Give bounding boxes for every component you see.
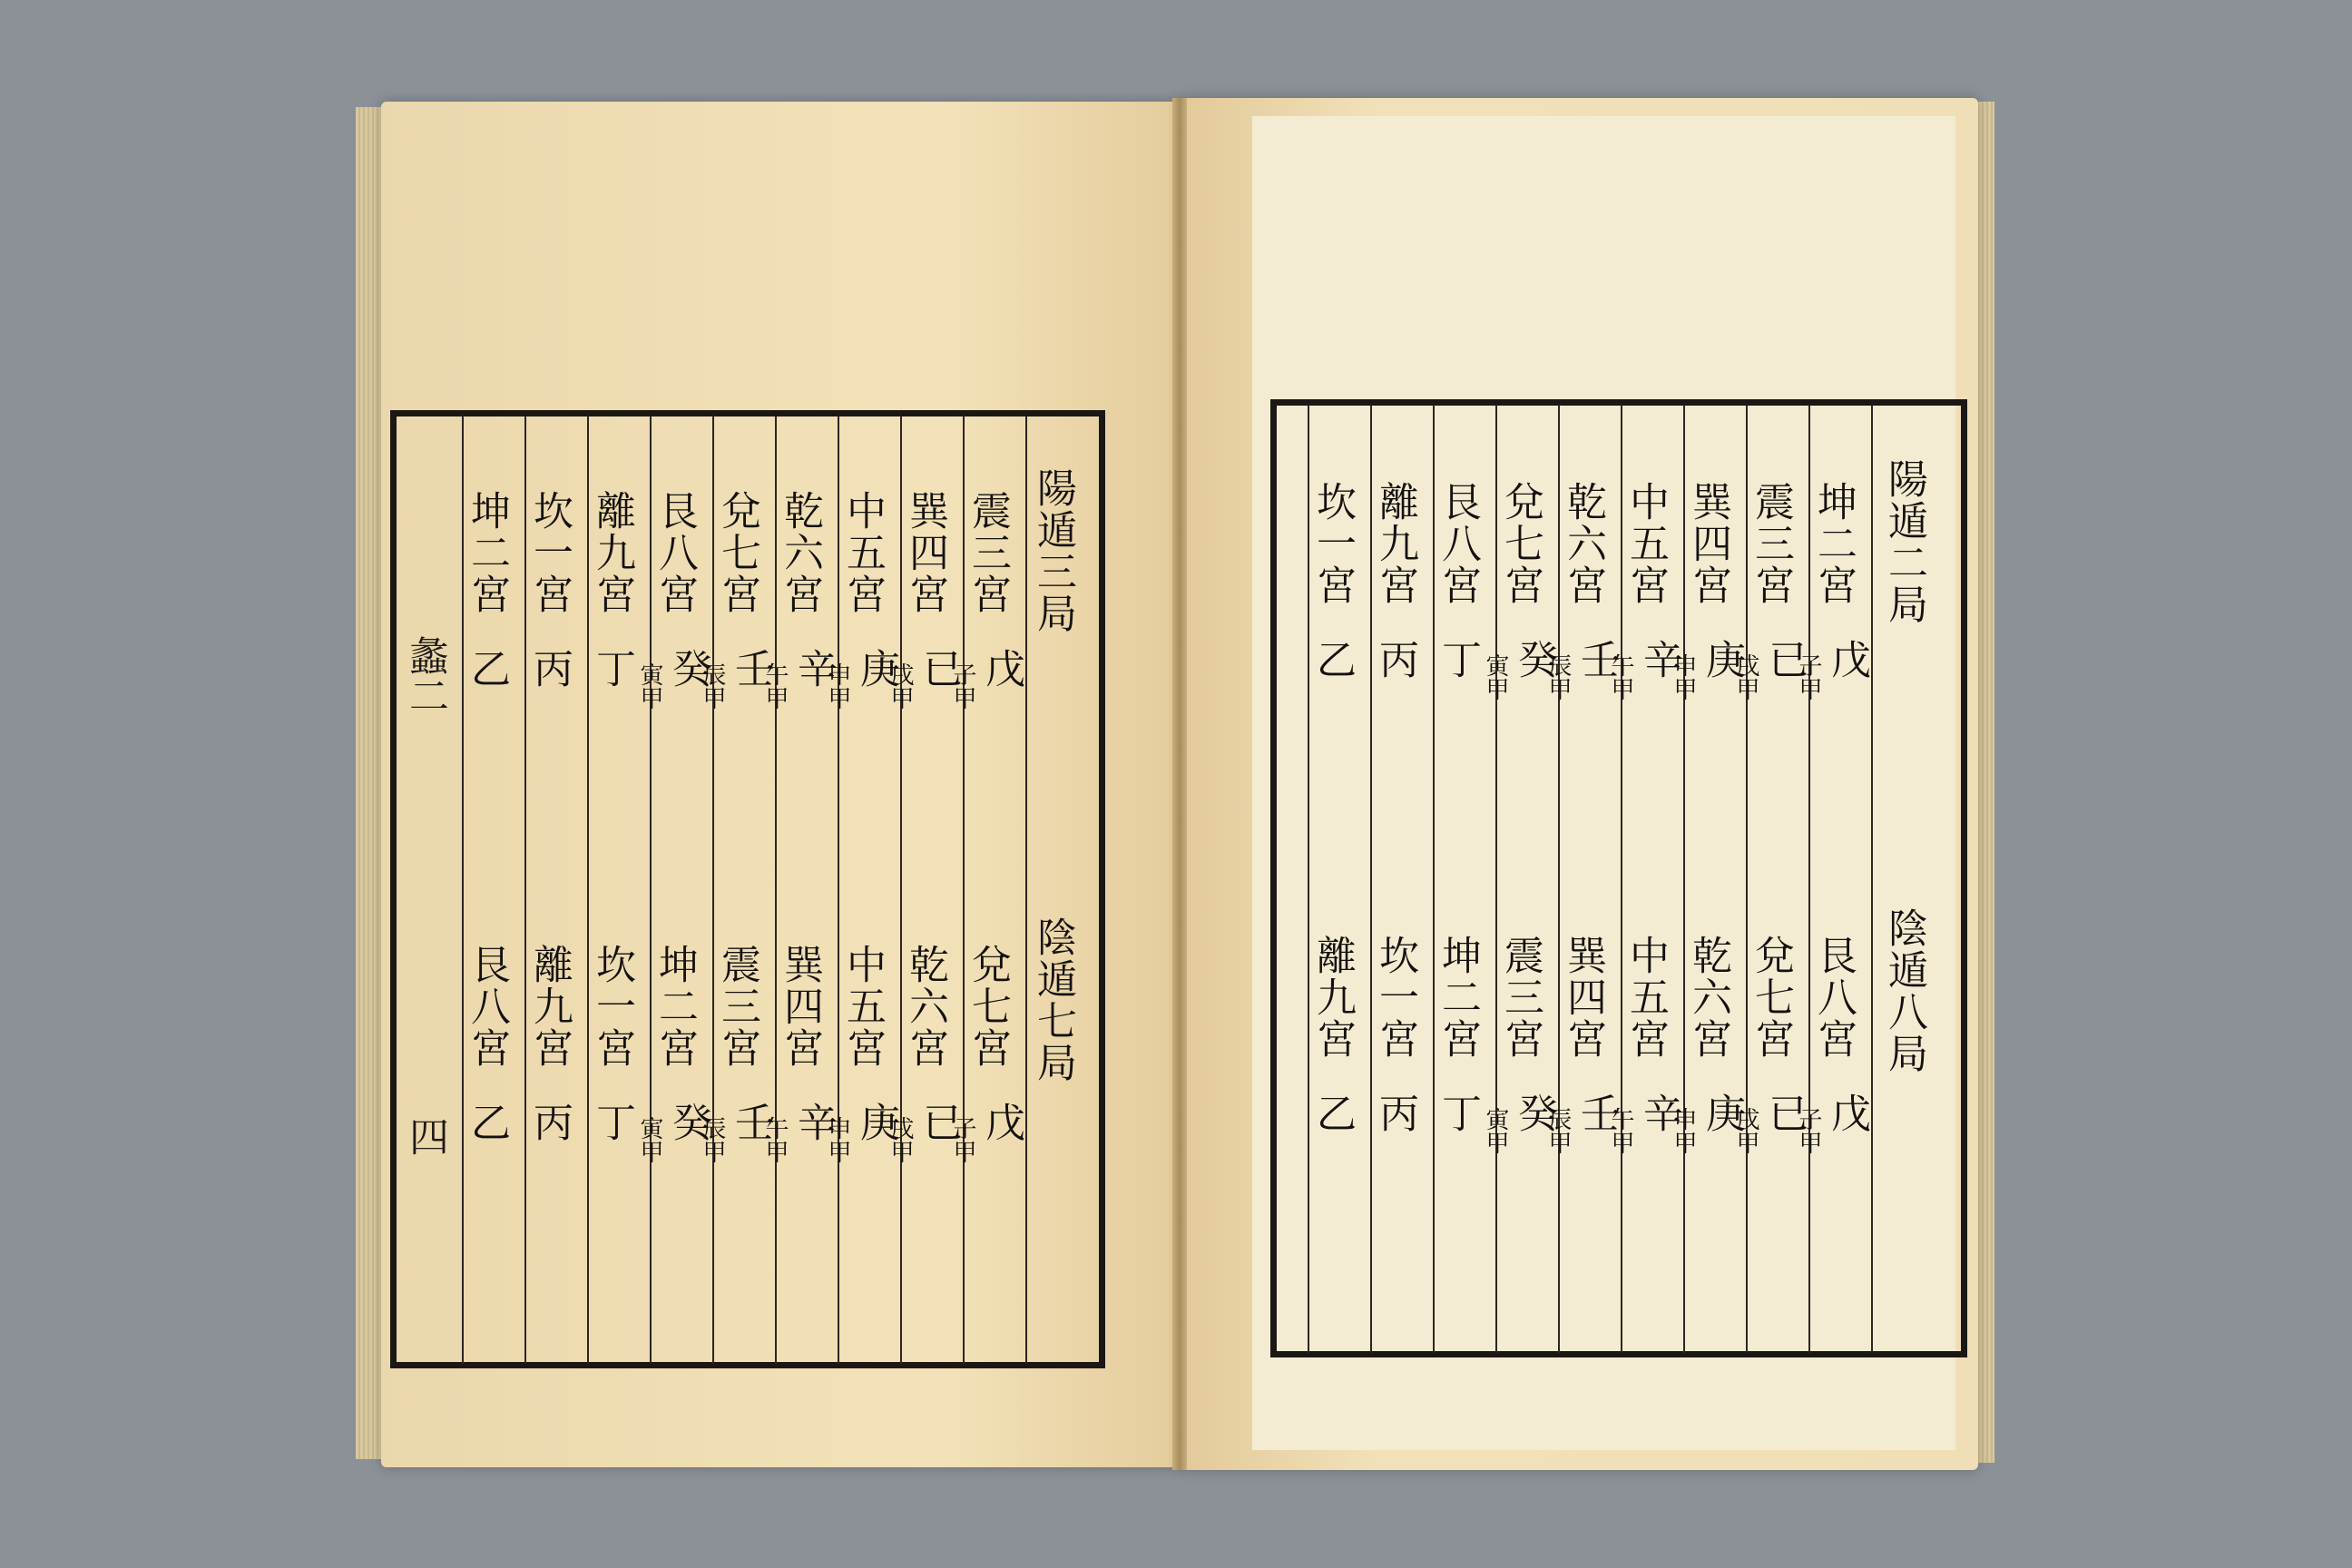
stem-character: 壬: [728, 1102, 774, 1143]
stem-character: 壬: [728, 648, 774, 690]
stem-character: 庚: [1699, 1093, 1745, 1134]
table-column: [1795, 935, 1870, 1154]
stem-character: 壬: [1573, 639, 1620, 681]
palace-name: 兌七宮: [1497, 481, 1544, 606]
column-rule: [1871, 405, 1873, 1353]
stem-annotation: 申甲: [824, 662, 851, 710]
table-column: [1428, 935, 1486, 1134]
column-rule: [1025, 416, 1027, 1364]
stem-annotation: 寅甲: [1482, 1107, 1509, 1154]
stem-annotation: 申甲: [1670, 1107, 1697, 1154]
stem-character: 庚: [853, 648, 899, 690]
palace-name: 離九宮: [1309, 935, 1356, 1060]
stem-character: 癸: [665, 1102, 711, 1143]
palace-name: 艮八宮: [1810, 935, 1857, 1060]
table-column: [699, 490, 774, 710]
stem-character: 乙: [464, 1102, 510, 1143]
stem-character: 戊: [1824, 1093, 1870, 1134]
stem-character: 丁: [589, 648, 635, 690]
table-column: [699, 944, 774, 1163]
palace-name: 坎一宮: [1372, 935, 1418, 1060]
table-column: [636, 944, 711, 1163]
stem-annotation: 子甲: [949, 662, 976, 710]
palace-name: 坤二宮: [1810, 481, 1857, 606]
stem-annotation: 戌甲: [887, 1116, 914, 1163]
table-column: [457, 490, 515, 690]
table-column: [949, 944, 1024, 1163]
stem-annotation: 寅甲: [636, 1116, 663, 1163]
stem-annotation: 辰甲: [1544, 1107, 1572, 1154]
palace-name: 中五宮: [1622, 935, 1669, 1060]
table-column: [1366, 481, 1424, 681]
table-column: [1303, 935, 1361, 1134]
palace-name: 乾六宮: [777, 490, 823, 615]
stem-character: 戊: [1824, 639, 1870, 681]
table-column: [824, 490, 899, 710]
stem-annotation: 午甲: [761, 662, 789, 710]
table-column: [1732, 481, 1808, 701]
stem-character: 丙: [526, 648, 573, 690]
palace-name: 震三宮: [1748, 481, 1794, 606]
right-upper-heading: 陽遁二局: [1881, 458, 1927, 625]
stem-character: 丁: [1435, 639, 1481, 681]
stem-character: 丁: [589, 1102, 635, 1143]
stem-annotation: 寅甲: [1482, 653, 1509, 701]
margin-title: 蠡二: [402, 635, 448, 715]
right-lower-heading: 陰遁八局: [1881, 907, 1927, 1074]
palace-name: 兌七宮: [1748, 935, 1794, 1060]
palace-name: 兌七宮: [965, 944, 1011, 1069]
stem-annotation: 子甲: [949, 1116, 976, 1163]
table-column: [1482, 481, 1557, 701]
stem-character: 戊: [978, 1102, 1024, 1143]
stem-annotation: 子甲: [1795, 1107, 1822, 1154]
stem-character: 辛: [790, 1102, 837, 1143]
table-column: [583, 490, 641, 690]
table-column: [583, 944, 641, 1143]
stem-character: 已: [1761, 1093, 1808, 1134]
table-column: [1795, 481, 1870, 701]
stem-annotation: 午甲: [1607, 653, 1634, 701]
stem-character: 丁: [1435, 1093, 1481, 1134]
stem-character: 庚: [1699, 639, 1745, 681]
stem-annotation: 辰甲: [699, 1116, 726, 1163]
stem-character: 丙: [1372, 1093, 1418, 1134]
palace-name: 震三宮: [714, 944, 760, 1069]
stem-character: 已: [916, 648, 962, 690]
palace-name: 乾六宮: [902, 944, 948, 1069]
table-column: [949, 490, 1024, 710]
left-lower-heading: 陰遁七局: [1030, 916, 1076, 1083]
book-gutter: [1172, 98, 1187, 1470]
palace-name: 兌七宮: [714, 490, 760, 615]
stem-annotation: 申甲: [1670, 653, 1697, 701]
table-column: [1428, 481, 1486, 681]
palace-name: 坤二宮: [652, 944, 698, 1069]
table-column: [1366, 935, 1424, 1134]
table-column: [1544, 935, 1620, 1154]
stem-character: 辛: [1636, 1093, 1682, 1134]
palace-name: 艮八宮: [1435, 481, 1481, 606]
stem-annotation: 辰甲: [699, 662, 726, 710]
stem-annotation: 辰甲: [1544, 653, 1572, 701]
palace-name: 艮八宮: [652, 490, 698, 615]
table-column: [1303, 481, 1361, 681]
palace-name: 乾六宮: [1685, 935, 1731, 1060]
palace-name: 巽四宮: [1560, 935, 1606, 1060]
table-column: [887, 944, 962, 1163]
table-column: [1670, 935, 1745, 1154]
table-column: [1607, 481, 1682, 701]
stem-character: 已: [916, 1102, 962, 1143]
stem-annotation: 戌甲: [1732, 1107, 1759, 1154]
stem-character: 辛: [790, 648, 837, 690]
stem-character: 乙: [464, 648, 510, 690]
palace-name: 震三宮: [965, 490, 1011, 615]
palace-name: 離九宮: [589, 490, 635, 615]
table-column: [1544, 481, 1620, 701]
margin-page-number: 四: [402, 1116, 448, 1156]
palace-name: 中五宮: [1622, 481, 1669, 606]
stem-character: 辛: [1636, 639, 1682, 681]
stem-character: 乙: [1309, 639, 1356, 681]
stem-annotation: 戌甲: [887, 662, 914, 710]
stem-annotation: 子甲: [1795, 653, 1822, 701]
stem-character: 癸: [665, 648, 711, 690]
stem-character: 癸: [1511, 1093, 1557, 1134]
palace-name: 中五宮: [839, 490, 886, 615]
table-column: [1732, 935, 1808, 1154]
stem-character: 戊: [978, 648, 1024, 690]
palace-name: 巽四宮: [902, 490, 948, 615]
palace-name: 坎一宮: [526, 490, 573, 615]
stem-annotation: 戌甲: [1732, 653, 1759, 701]
palace-name: 中五宮: [839, 944, 886, 1069]
table-column: [520, 944, 578, 1143]
stem-character: 丙: [1372, 639, 1418, 681]
palace-name: 巽四宮: [777, 944, 823, 1069]
table-column: [824, 944, 899, 1163]
stem-annotation: 午甲: [1607, 1107, 1634, 1154]
table-column: [761, 490, 837, 710]
palace-name: 坤二宮: [464, 490, 510, 615]
stem-character: 乙: [1309, 1093, 1356, 1134]
table-column: [1482, 935, 1557, 1154]
left-upper-heading: 陽遁三局: [1030, 467, 1076, 634]
palace-name: 震三宮: [1497, 935, 1544, 1060]
palace-name: 坎一宮: [589, 944, 635, 1069]
palace-name: 艮八宮: [464, 944, 510, 1069]
stem-annotation: 寅甲: [636, 662, 663, 710]
stem-character: 已: [1761, 639, 1808, 681]
table-column: [761, 944, 837, 1163]
palace-name: 乾六宮: [1560, 481, 1606, 606]
palace-name: 離九宮: [1372, 481, 1418, 606]
palace-name: 坤二宮: [1435, 935, 1481, 1060]
palace-name: 巽四宮: [1685, 481, 1731, 606]
table-column: [520, 490, 578, 690]
stem-annotation: 午甲: [761, 1116, 789, 1163]
table-column: [1607, 935, 1682, 1154]
table-column: [887, 490, 962, 710]
stem-character: 庚: [853, 1102, 899, 1143]
stem-character: 丙: [526, 1102, 573, 1143]
stem-character: 癸: [1511, 639, 1557, 681]
table-column: [1670, 481, 1745, 701]
table-column: [457, 944, 515, 1143]
palace-name: 離九宮: [526, 944, 573, 1069]
stem-character: 壬: [1573, 1093, 1620, 1134]
stem-annotation: 申甲: [824, 1116, 851, 1163]
table-column: [636, 490, 711, 710]
palace-name: 坎一宮: [1309, 481, 1356, 606]
